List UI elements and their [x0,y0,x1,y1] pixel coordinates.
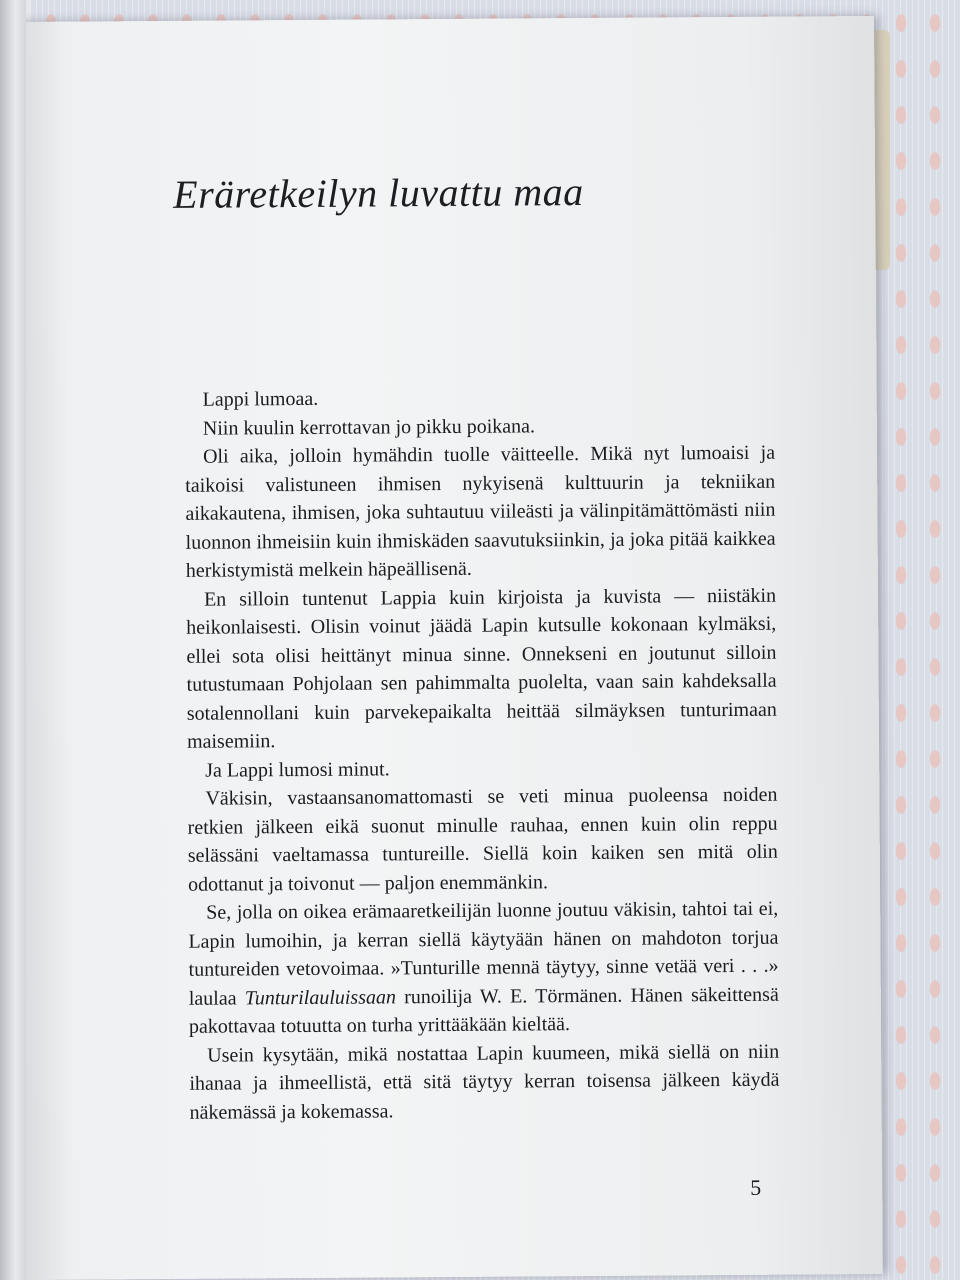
paragraph-4: En silloin tuntenut Lappia kuin kirjoista ja kuvista — niistäkin heikonlaisesti. Olisin voinut jäädä Lapin kutsulle kokonaan kylmäksi, ellei sota olisi heittänyt minua sinne. Onnekseni en joutunut silloin tutustumaan Pohjolaan sen pahimmalta puolelta, vaan sain kahdeksalla sotalennollani kuin parvekepaikalta heittää silmäyksen tunturimaan maisemiin. [186,584,777,753]
page-number: 5 [750,1174,762,1200]
paragraph-7 [188,895,779,1042]
chapter-title: Eräretkeilyn luvattu maa [173,169,584,217]
paragraph-7-end: runoilija W. E. Törmänen. Hänen säkeittensä pakottavaa totuutta on turha yrittääkään kieltää. [188,983,779,1038]
paragraph-5: Ja Lappi lumosi minut. [205,757,390,782]
body-text [185,382,780,1127]
paragraph-1: Lappi lumoaa. [202,387,319,411]
paragraph-2: Niin kuulin kerrottavan jo pikku poikana. [202,414,536,440]
paragraph-3: Oli aika, jolloin hymähdin tuolle väitteelle. Mikä nyt lumoaisi ja taikoisi valistuneen ihmisen nykyisenä kulttuurin ja tekniikan aikakautena, ihmisen, joka suhtautuu viileästi ja välinpitämättömästi niin luonnon ihmeisiin kuin ihmiskäden saavutuksiinkin, ja joka pitää kaikkea herkistymistä melkein häpeällisenä. [185,441,776,582]
paragraph-7-start: Se, jolla on oikea erämaaretkeilijän luonne joutuu väkisin, tahtoi tai ei, Lapin lumoihin, ja kerran siellä käytyään hänen on mahdoton torjua tuntureiden vetovoimaa. »Tunturille mennä täytyy, sinne vetää veri . . .» laulaa [188,897,779,1010]
paragraph-8: Usein kysytään, mikä nostattaa Lapin kuumeen, mikä siellä on niin ihanaa ja ihmeellistä, että sitä täytyy kerran toisensa jälkeen käydä näkemässä ja kokemassa. [189,1040,780,1124]
italic-book-title: Tunturilauluissaan [244,985,397,1009]
book-spine [0,0,26,1280]
book-page [14,16,883,1280]
paragraph-6: Väkisin, vastaansanomattomasti se veti minua puoleensa noiden retkien jälkeen eikä suonut minulle rauhaa, ennen kuin olin reppu selässäni vaeltamassa tuntureille. Siellä koin kaiken sen mitä olin odottanut ja toivonut — paljon enemmänkin. [187,783,778,896]
